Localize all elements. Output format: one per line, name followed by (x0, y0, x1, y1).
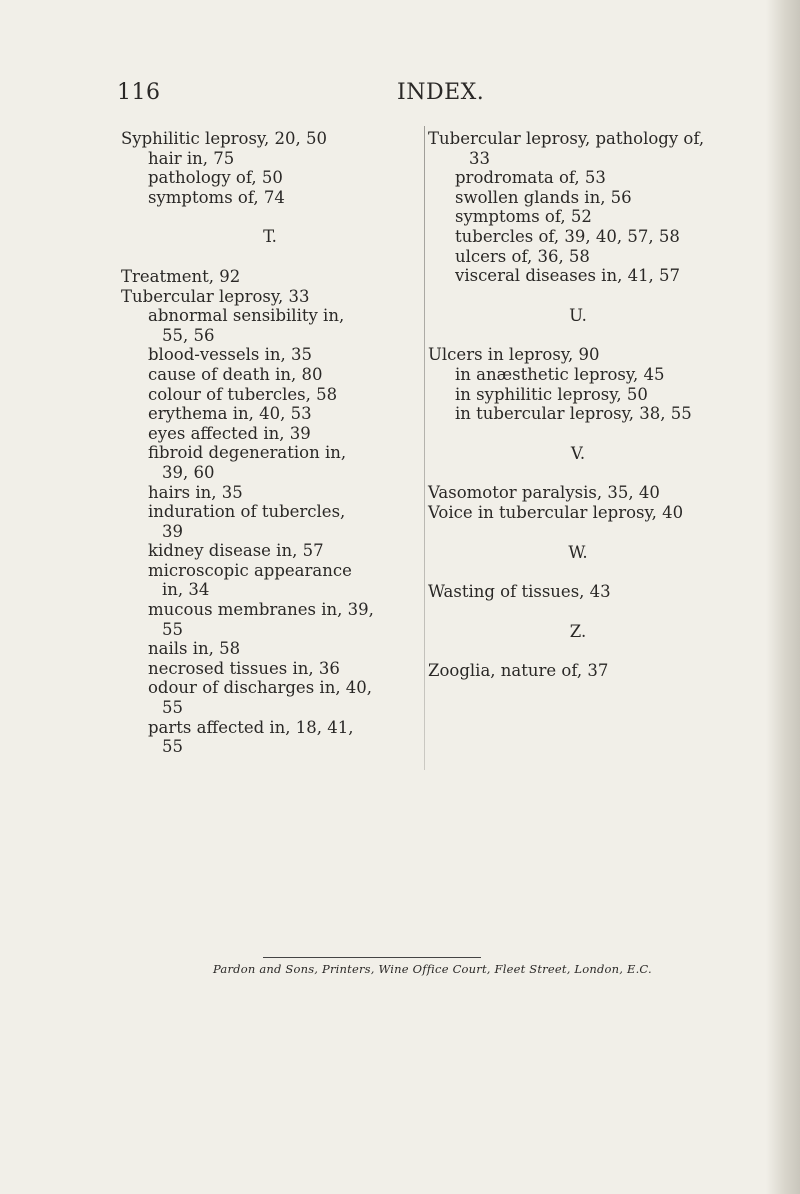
index-entry: in tubercular leprosy, 38, 55 (455, 404, 692, 424)
index-entry: Wasting of tissues, 43 (428, 582, 611, 602)
index-entry: kidney disease in, 57 (148, 541, 324, 561)
index-entry: 55 (162, 737, 183, 757)
index-entry: necrosed tissues in, 36 (148, 658, 340, 678)
section-gap (428, 325, 728, 345)
section-gap (428, 523, 728, 543)
index-entry: visceral diseases in, 41, 57 (455, 266, 681, 286)
index-entry: fibroid degeneration in, (148, 443, 347, 463)
index-entry: microscopic appearance (148, 560, 352, 580)
index-entry: swollen glands in, 56 (455, 187, 632, 207)
index-entry: symptoms of, 52 (455, 207, 592, 227)
index-entry: mucous membranes in, 39, (148, 600, 374, 620)
index-entry: parts affected in, 18, 41, (148, 717, 354, 737)
index-entry: odour of discharges in, 40, (148, 678, 373, 698)
page-header (0, 80, 800, 110)
section-gap (428, 424, 728, 444)
index-entry: eyes affected in, 39 (148, 423, 311, 443)
index-entry: blood-vessels in, 35 (148, 345, 313, 365)
index-entry: Voice in tubercular leprosy, 40 (428, 502, 684, 522)
index-entry: Syphilitic leprosy, 20, 50 (121, 129, 328, 148)
section-gap (428, 286, 728, 306)
index-column-right (428, 129, 728, 681)
section-letter-heading: U. (569, 305, 587, 325)
index-entry: Treatment, 92 (121, 266, 241, 286)
index-entry: pathology of, 50 (148, 168, 283, 188)
section-gap (121, 207, 419, 227)
section-gap (428, 602, 728, 622)
section-letter-heading: W. (568, 542, 588, 562)
section-gap (428, 641, 728, 661)
index-entry: in syphilitic leprosy, 50 (455, 384, 648, 404)
index-entry: in, 34 (162, 580, 210, 600)
index-entry: nails in, 58 (148, 639, 241, 659)
index-entry: erythema in, 40, 53 (148, 404, 312, 424)
index-entry: 39, 60 (162, 462, 215, 482)
index-entry: Tubercular leprosy, pathology of, (428, 129, 705, 148)
index-entry: Zooglia, nature of, 37 (428, 661, 609, 681)
index-entry: 55, 56 (162, 325, 215, 345)
index-entry: 55 (162, 698, 183, 718)
index-entry: 39 (162, 521, 183, 541)
index-entry: cause of death in, 80 (148, 364, 323, 384)
index-entry: colour of tubercles, 58 (148, 384, 338, 404)
index-entry: 55 (162, 619, 183, 639)
section-letter-heading: V. (570, 443, 586, 463)
index-entry: hairs in, 35 (148, 482, 243, 502)
index-entry: Ulcers in leprosy, 90 (428, 345, 600, 365)
printer-imprint: Pardon and Sons, Printers, Wine Office Court, Fleet Street, London, E.C. (213, 962, 652, 976)
index-entry: symptoms of, 74 (148, 187, 285, 207)
section-gap (121, 247, 419, 267)
page-edge-shadow (766, 0, 800, 1194)
page-number: 116 (117, 80, 161, 105)
index-entry: Vasomotor paralysis, 35, 40 (428, 483, 660, 503)
section-letter-heading: Z. (569, 621, 587, 641)
index-column-left (121, 129, 419, 757)
index-entry: tubercles of, 39, 40, 57, 58 (455, 226, 680, 246)
index-entry: induration of tubercles, (148, 502, 346, 522)
section-gap (428, 562, 728, 582)
section-gap (428, 463, 728, 483)
index-entry: abnormal sensibility in, (148, 306, 345, 326)
index-entry: 33 (469, 148, 490, 168)
column-divider (424, 126, 425, 770)
section-letter-heading: T. (263, 227, 277, 247)
index-entry: in anæsthetic leprosy, 45 (455, 364, 665, 384)
index-entry: ulcers of, 36, 58 (455, 246, 590, 266)
index-entry: prodromata of, 53 (455, 168, 606, 188)
index-entry: Tubercular leprosy, 33 (121, 286, 310, 306)
running-title: INDEX. (397, 80, 485, 105)
index-entry: hair in, 75 (148, 148, 235, 168)
footer-rule (263, 957, 481, 958)
